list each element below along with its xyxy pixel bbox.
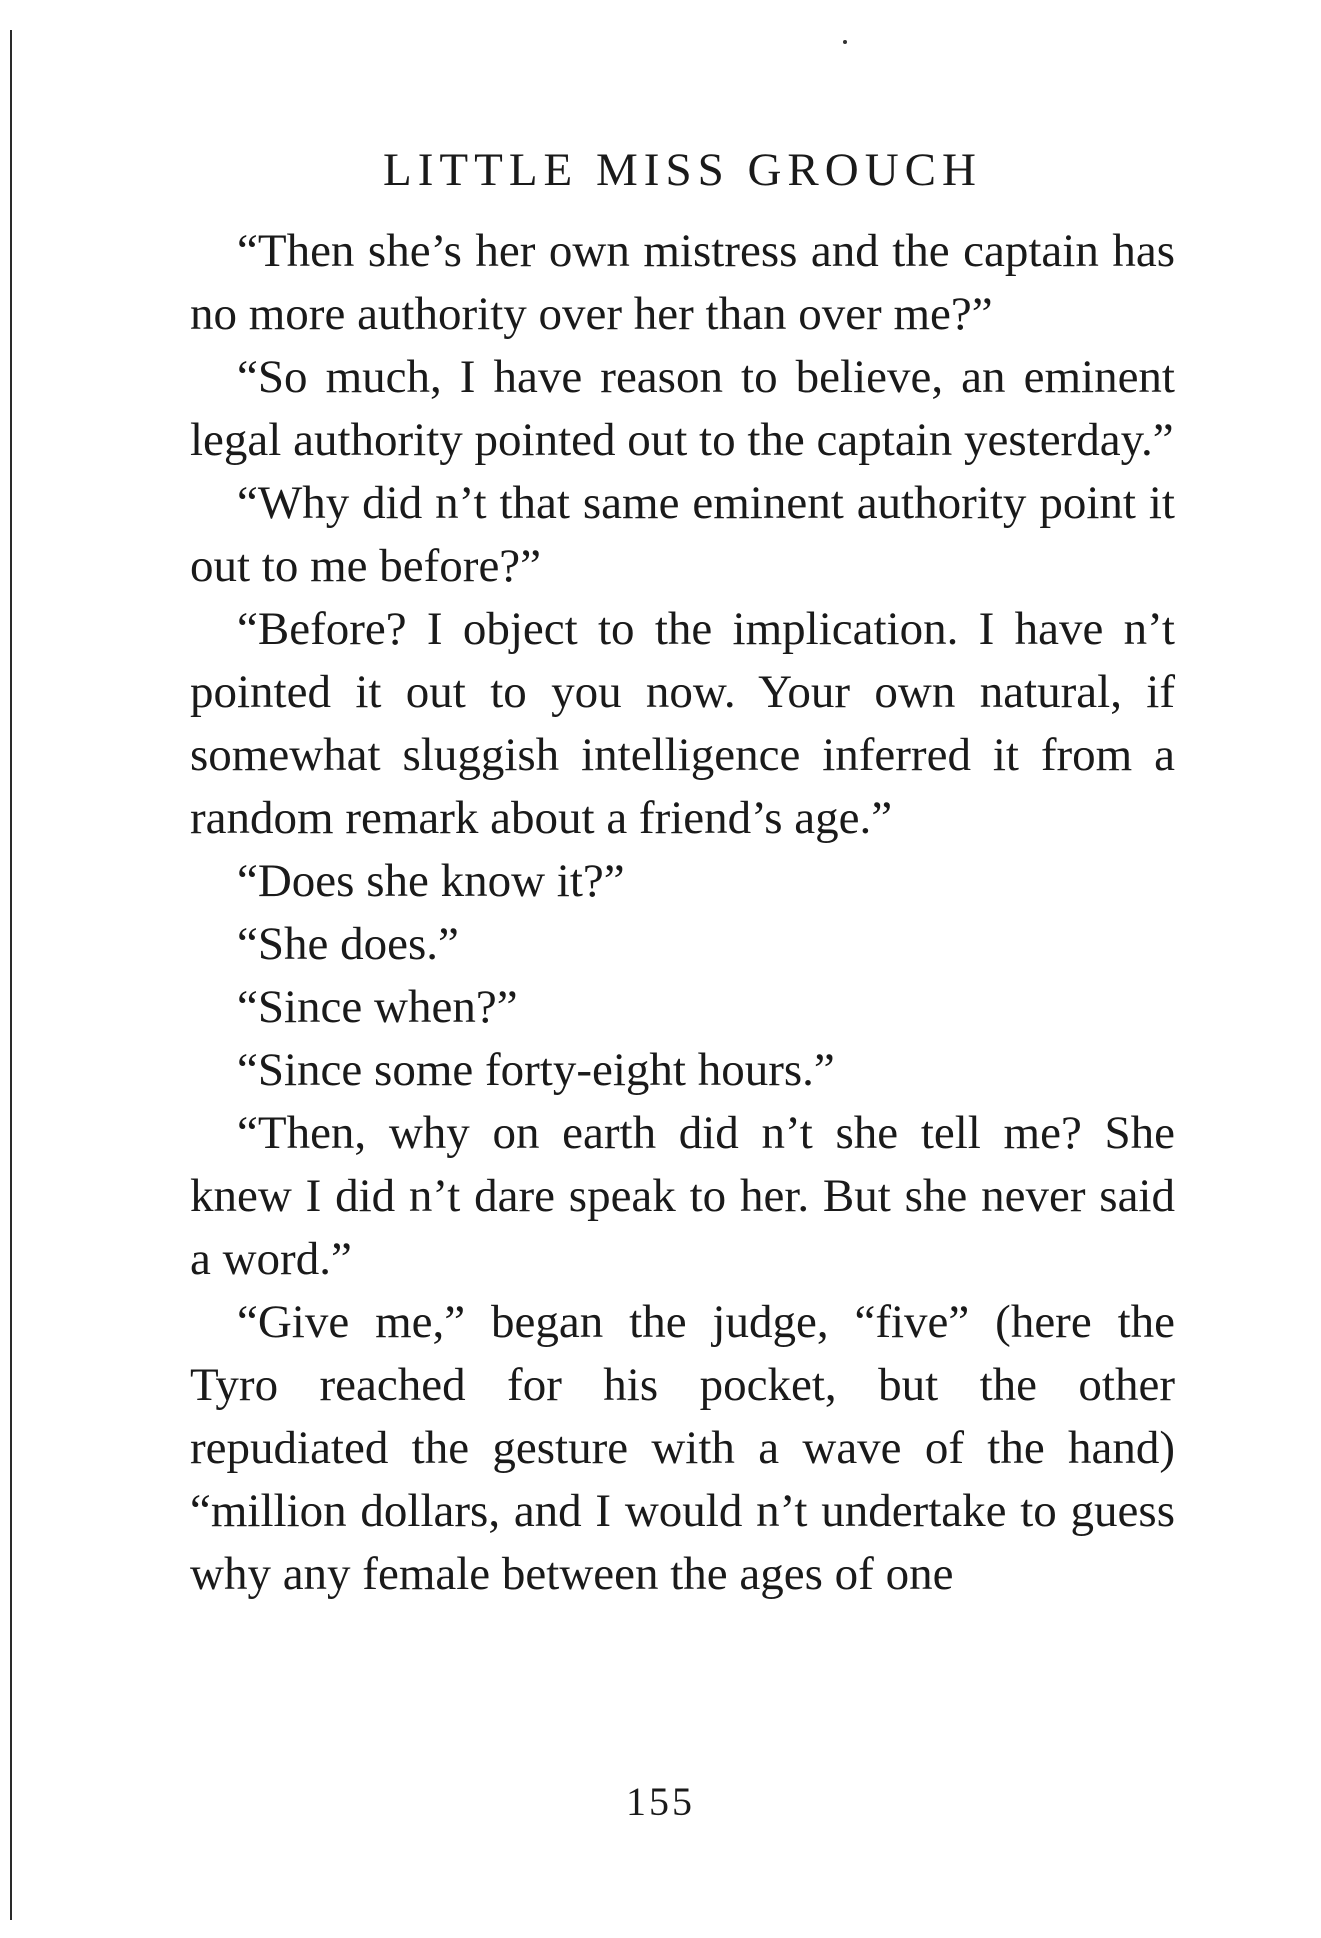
paragraph: “Give me,” began the judge, “five” (here the Tyro reached for his pocket, but the other repudiated the gesture with a wave of the hand) “million dollars, and I would n’t undertake to guess why any female between the ages of one bbox=[190, 1296, 1175, 1600]
paragraph: “Since when?” bbox=[237, 981, 518, 1033]
body-text bbox=[190, 220, 1175, 1606]
paragraph: “Does she know it?” bbox=[237, 855, 625, 907]
paragraph: “Why did n’t that same eminent authority point it out to me before?” bbox=[190, 477, 1175, 592]
paragraph: “Before? I object to the implication. I have n’t pointed it out to you now. Your own natural, if somewhat sluggish intelligence inferred it from a random remark about a friend’s age.” bbox=[190, 603, 1175, 844]
paragraph: “Then, why on earth did n’t she tell me? She knew I did n’t dare speak to her. But she never said a word.” bbox=[190, 1107, 1175, 1285]
paragraph: “She does.” bbox=[237, 918, 459, 970]
running-head: LITTLE MISS GROUCH bbox=[383, 144, 982, 196]
paragraph: “So much, I have reason to believe, an eminent legal authority pointed out to the captain yesterday.” bbox=[190, 351, 1175, 466]
page-edge-rule bbox=[10, 30, 12, 1920]
paragraph: “Since some forty-eight hours.” bbox=[237, 1044, 835, 1096]
page-number: 155 bbox=[626, 1779, 695, 1824]
print-speck bbox=[843, 40, 847, 44]
paragraph: “Then she’s her own mistress and the captain has no more authority over her than over me?” bbox=[190, 225, 1175, 340]
book-page bbox=[190, 130, 1175, 1606]
